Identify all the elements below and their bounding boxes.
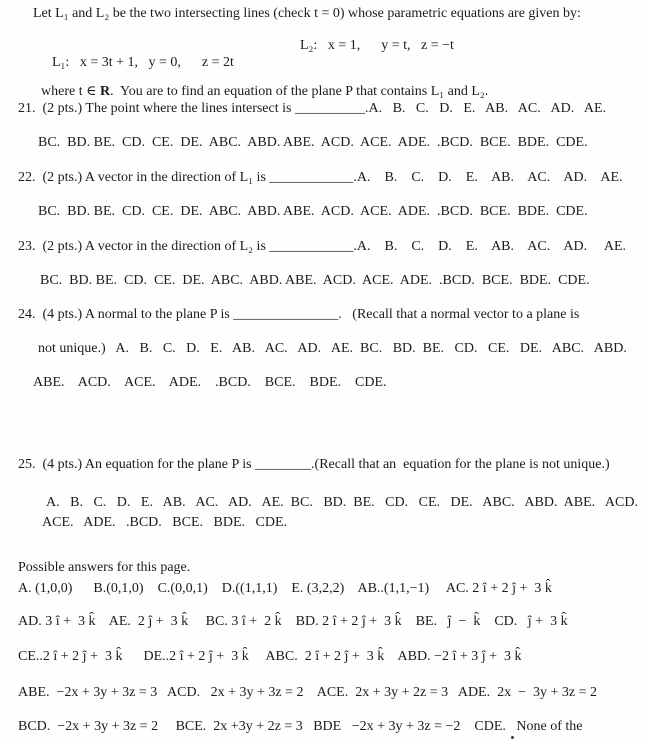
answers-line-bcd-to-cde: BCD. −2x + 3y + 3z = 2 BCE. 2x +3y + 2z = 3 BDE −2x + 3y + 3z = −2 CDE. None of the bbox=[18, 719, 583, 734]
question-24-line-1: 24. (4 pts.) A normal to the plane P is _______________. (Recall that a normal vector to a plane is bbox=[18, 307, 580, 322]
line-l2-equation: L₂: x = 1, y = t, z = −t bbox=[300, 38, 454, 53]
question-25-line-3: ACE. ADE. .BCD. BCE. BDE. CDE. bbox=[42, 515, 288, 530]
question-22-line-2: BC. BD. BE. CD. CE. DE. ABC. ABD. ABE. ACD. ACE. ADE. .BCD. BCE. BDE. CDE. bbox=[38, 204, 588, 219]
question-21-line-2: BC. BD. BE. CD. CE. DE. ABC. ABD. ABE. ACD. ACE. ADE. .BCD. BCE. BDE. CDE. bbox=[38, 135, 588, 150]
question-21-line-1: 21. (2 pts.) The point where the lines intersect is __________.A. B. C. D. E. AB. AC. AD. AE. bbox=[18, 101, 607, 116]
answers-line-ad-to-cd: AD. 3 î + 3 k̂ AE. 2 ĵ + 3 k̂ BC. 3 î + 2 k̂ BD. 2 î + 2 ĵ + 3 k̂ BE. ĵ − k̂ CD. ĵ + 3 k̂ bbox=[18, 614, 568, 629]
question-24-line-2: not unique.) A. B. C. D. E. AB. AC. AD. AE. BC. BD. BE. CD. CE. DE. ABC. ABD. bbox=[38, 341, 627, 356]
where-text-pre: where t ∈ bbox=[41, 84, 100, 99]
answers-line-a-to-ac: A. (1,0,0) B.(0,1,0) C.(0,0,1) D.((1,1,1) E. (3,2,2) AB..(1,1,−1) AC. 2 î + 2 ĵ + 3 k̂ bbox=[18, 581, 552, 596]
question-25-line-2: A. B. C. D. E. AB. AC. AD. AE. BC. BD. BE. CD. CE. DE. ABC. ABD. ABE. ACD. bbox=[46, 495, 638, 510]
where-text-post: . You are to find an equation of the plane P that contains L₁ and L₂. bbox=[110, 84, 489, 99]
line-l1-equation: L₁: x = 3t + 1, y = 0, z = 2t bbox=[52, 55, 234, 70]
page-edge-artifact bbox=[511, 736, 514, 739]
intro-line: Let L₁ and L₂ be the two intersecting lines (check t = 0) whose parametric equations are given by: bbox=[33, 6, 581, 21]
question-23-line-2: BC. BD. BE. CD. CE. DE. ABC. ABD. ABE. ACD. ACE. ADE. .BCD. BCE. BDE. CDE. bbox=[40, 273, 590, 288]
question-22-line-1: 22. (2 pts.) A vector in the direction of L₁ is ____________.A. B. C. D. E. AB. AC. AD. AE. bbox=[18, 170, 623, 185]
answers-line-ce-to-abd: CE..2 î + 2 ĵ + 3 k̂ DE..2 î + 2 ĵ + 3 k̂ ABC. 2 î + 2 ĵ + 3 k̂ ABD. −2 î + 3 ĵ + 3 k̂ bbox=[18, 649, 522, 664]
question-23-line-1: 23. (2 pts.) A vector in the direction of L₂ is ____________.A. B. C. D. E. AB. AC. AD. AE. bbox=[18, 239, 627, 254]
question-24-line-3: ABE. ACD. ACE. ADE. .BCD. BCE. BDE. CDE. bbox=[33, 375, 387, 390]
question-25-line-1: 25. (4 pts.) An equation for the plane P is ________.(Recall that an equation for the plane is not unique.) bbox=[18, 457, 610, 472]
possible-answers-title: Possible answers for this page. bbox=[18, 560, 191, 575]
reals-symbol: R bbox=[99, 84, 111, 99]
answers-line-abe-to-ade: ABE. −2x + 3y + 3z = 3 ACD. 2x + 3y + 3z = 2 ACE. 2x + 3y + 2z = 3 ADE. 2x − 3y + 3z = 2 bbox=[18, 685, 598, 700]
